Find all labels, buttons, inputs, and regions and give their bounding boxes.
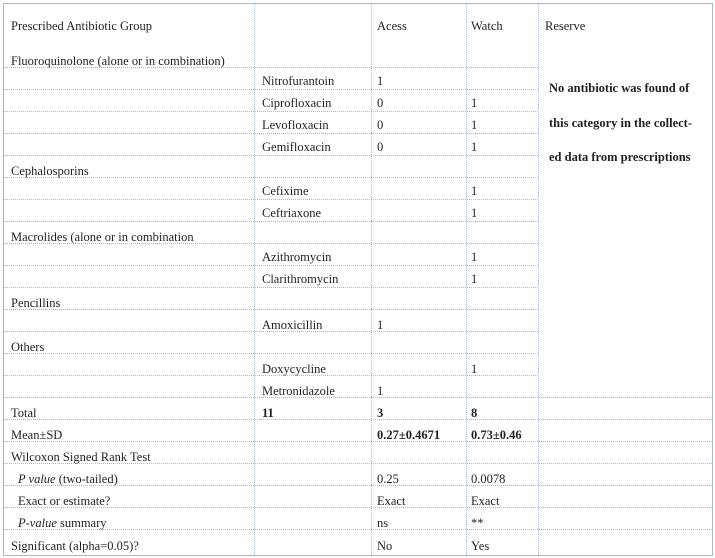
drug-watch: 1 <box>471 250 478 264</box>
summary-watch: ** <box>471 516 484 530</box>
header-reserve: Reserve <box>545 19 586 33</box>
reserve-note-line: No antibiotic was found of <box>549 81 690 95</box>
column-divider <box>466 4 467 555</box>
drug-watch: 1 <box>471 118 478 132</box>
group-macrolides: Macrolides (alone or in combination <box>11 230 194 244</box>
p-watch: 0.0078 <box>471 472 506 486</box>
drug-access: 0 <box>377 140 384 154</box>
wilcoxon-label: Wilcoxon Signed Rank Test <box>11 450 151 464</box>
total-watch: 8 <box>471 406 478 420</box>
total-drugs: 11 <box>262 406 274 420</box>
significant-watch: Yes <box>471 539 490 553</box>
row-divider <box>4 221 538 222</box>
drug-name: Doxycycline <box>262 362 326 376</box>
row-divider <box>4 529 712 530</box>
drug-name: Nitrofurantoin <box>262 74 335 88</box>
drug-watch: 1 <box>471 96 478 110</box>
drug-name: Metronidazole <box>262 384 335 398</box>
header-access: Acess <box>377 19 407 33</box>
group-fluoroquinolone: Fluoroquinolone (alone or in combination) <box>11 54 225 68</box>
column-divider <box>371 4 372 555</box>
row-divider <box>4 353 538 354</box>
mean-label: Mean±SD <box>11 428 63 442</box>
drug-name: Cefixime <box>262 184 309 198</box>
drug-watch: 1 <box>471 184 478 198</box>
drug-name: Amoxicillin <box>262 318 323 332</box>
significant-access: No <box>377 539 393 553</box>
row-divider <box>4 419 712 420</box>
drug-access: 1 <box>377 384 384 398</box>
exact-watch: Exact <box>471 494 500 508</box>
summary-label <box>18 516 107 530</box>
row-divider <box>4 155 538 156</box>
p-access: 0.25 <box>377 472 399 486</box>
drug-watch: 1 <box>471 272 478 286</box>
drug-name: Ciprofloxacin <box>262 96 332 110</box>
column-divider <box>254 4 255 555</box>
drug-access: 1 <box>377 318 384 332</box>
row-divider <box>4 441 712 442</box>
group-others: Others <box>11 340 45 354</box>
drug-access: 1 <box>377 74 384 88</box>
summary-access: ns <box>377 516 389 530</box>
p-value-label <box>18 472 118 486</box>
significant-label: Significant (alpha=0.05)? <box>11 539 139 553</box>
drug-watch: 1 <box>471 140 478 154</box>
total-access: 3 <box>377 406 384 420</box>
group-pencillins: Pencillins <box>11 296 61 310</box>
row-divider <box>4 133 538 134</box>
reserve-note-line: this category in the collect- <box>549 115 693 130</box>
p-value-label-italic: P value <box>18 472 56 486</box>
mean-access: 0.27±0.4671 <box>377 428 441 442</box>
row-divider <box>4 111 538 112</box>
drug-watch: 1 <box>471 206 478 220</box>
header-group: Prescribed Antibiotic Group <box>11 19 152 33</box>
exact-label: Exact or estimate? <box>18 494 111 508</box>
p-value-label-rest: (two-tailed) <box>55 472 118 486</box>
drug-access: 0 <box>377 118 384 132</box>
drug-name: Gemifloxacin <box>262 140 331 154</box>
row-divider <box>4 199 538 200</box>
column-divider <box>538 4 539 555</box>
drug-name: Clarithromycin <box>262 272 339 286</box>
group-cephalosporins: Cephalosporins <box>11 164 89 178</box>
total-label: Total <box>11 406 37 420</box>
summary-label-italic: P-value <box>18 516 57 530</box>
antibiotic-table <box>3 3 713 556</box>
row-divider <box>4 89 538 90</box>
drug-name: Azithromycin <box>262 250 332 264</box>
reserve-note-line: ed data from prescriptions <box>549 150 691 164</box>
drug-name: Ceftriaxone <box>262 206 322 220</box>
drug-watch: 1 <box>471 362 478 376</box>
row-divider <box>4 309 538 310</box>
row-divider <box>4 287 538 288</box>
mean-watch: 0.73±0.46 <box>471 428 522 442</box>
drug-access: 0 <box>377 96 384 110</box>
row-divider <box>4 397 712 398</box>
exact-access: Exact <box>377 494 406 508</box>
summary-label-rest: summary <box>56 516 107 530</box>
row-divider <box>4 265 538 266</box>
header-watch: Watch <box>471 19 503 33</box>
drug-name: Levofloxacin <box>262 118 329 132</box>
reserve-note <box>549 71 709 175</box>
